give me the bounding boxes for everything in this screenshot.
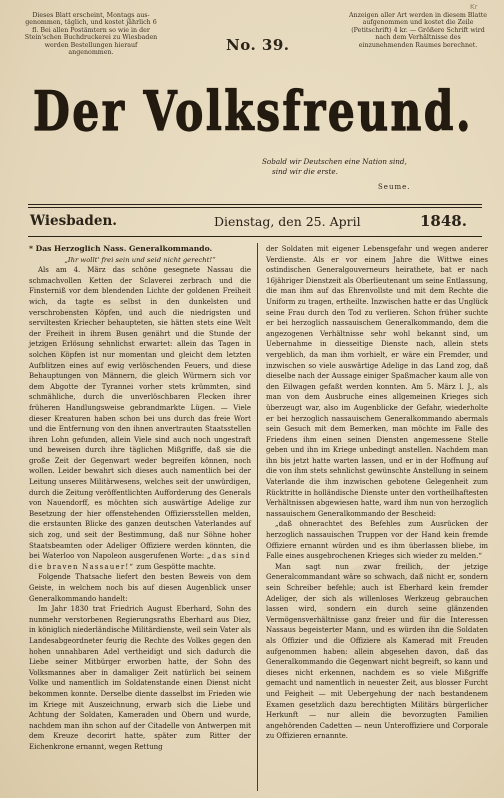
pencil-mark: Kr: [470, 3, 478, 11]
issue-number: No. 39.: [226, 36, 290, 54]
subscription-notice: Dieses Blatt erscheint, Montags aus-genommen, täglich, und kostet jährlich 6 fl. Bei allen Postämtern so wie in der Stein'schen Buchdruckerei zu Wiesbaden werden Bestellungen hierauf angenommen.: [24, 12, 158, 57]
motto: [262, 157, 407, 177]
column-divider: [257, 243, 258, 791]
motto-author: Seume.: [378, 183, 411, 191]
header-rule: [28, 204, 482, 205]
article-headline: * Das Herzoglich Nass. Generalkommando.: [29, 244, 213, 253]
advertising-notice: Anzeigen aller Art werden in diesem Blatte aufgenommen und kostet die Zeile (Petitschrift) 4 kr. — Größere Schrift wird nach dem Verhältnisse des einzunehmenden Raumes berechnet.: [349, 12, 487, 49]
article-paragraph: [29, 265, 251, 572]
paragraph-text: Als am 4. März das schöne gesegnete Nassau die schmachvollen Ketten der Sclaverei zerbrach und die Finsterniß vor dem blendenden Lichte der goldenen Freiheit wich, da tagte es selbst in den dunkelsten und verschrobensten Köpfen, und auch die niedrigsten und serviltesten Kriecher behaupteten, sie hätten stets eine Welt der Freiheit in ihrem Busen genährt und die Stunde der jetzigen Erlösung sehnlichst erwartet: allein das Tagen in solchen Köpfen ist nur momentan und gleicht dem letzten Aufblitzen eines auf ewig verlöschenden Feuers, und diese Behauptungen von Männern, die gleich Würmern sich vor dem Abgotte der Tyrannei vorher stets krümmten, sind schmähliche, durch die unverlöschbaren Flecken ihrer früheren Handlungsweise gebrandmarkte Lügen. — Viele dieser Kreaturen haben schon bei uns durch das freie Wort und die Entfernung von den ihnen anvertrauten Staatsstellen ihren Lohn gefunden, allein Viele sind auch noch ungestraft und beweisen durch ihre täglichen Mißgriffe, daß sie die große Zeit der Gegenwart weder begreifen können, noch wollen. Leider bewahrt sich dieses auch namentlich bei der Leitung unseres Militärwesens, welches seit der unwürdigen, durch die Zeitung veröffentlichten Aufforderung des Generals von Nauendorff, es möchten sich auswärtige Adelige zur Besetzung der hier offenstehenden Offiziersstellen melden, die erstaunten Blicke des ganzen deutschen Vaterlandes auf sich zog, und seit der Bestimmung, daß nur Söhne hoher Staatsbeamten oder Adeliger Offiziere werden könnten, die bei Waterloo von Napoleon ausgerufenen Worte:: [29, 266, 251, 561]
dateline-date: Dienstag, den 25. April: [214, 214, 361, 229]
article-epigraph: „Ihr wollt' frei sein und seid nicht gerecht!“: [64, 255, 216, 264]
dateline-rule: [28, 236, 482, 237]
dateline-city: Wiesbaden.: [30, 213, 117, 229]
article-column-right: [266, 244, 488, 742]
article-paragraph: Im Jahr 1830 trat Friedrich August Eberhard, Sohn des nunmehr verstorbenen Regierungsraths Eberhard aus Diez, in königlich niederländische Militärdienste, weil sein Vater als Landesabgeordneter feurig die Rechte des Volkes gegen den hohen unnahbaren Adel vertheidigt und sich dadurch die Liebe seiner Mitbürger erworben hatte, der Sohn des Volksmannes aber in damaliger Zeit natürlich bei seinem Volke und namentlich im Soldatenstande einen Dienst nicht bekommen konnte. Derselbe diente dasselbst im Frieden wie im Kriege mit Auszeichnung, erwarb sich die Liebe und Achtung der Soldaten, Kameraden und Obern und wurde, nachdem man ihn schon auf der Citadelle von Antwerpen mit dem Kreuze decorirt hatte, später zum Ritter der Eichenkrone ernannt, wegen Rettung: [29, 605, 251, 751]
paragraph-text: zum Gespötte machte.: [136, 562, 216, 571]
command-reply-quote: „daß ohnerachtet des Befehles zum Ausrücken der herzoglich nassauischen Truppen vor der Hand kein fremde Offiziere ernannt würden und es ihm überlassen bliebe, im Falle eines ausgebrochenen Krieges sich wieder zu melden.“: [266, 520, 488, 561]
header-rule-thin: [28, 207, 482, 208]
nameplate: [30, 82, 476, 140]
article-paragraph: der Soldaten mit eigener Lebensgefahr und wegen anderer Verdienste. Als er vor einem Jahre die Wittwe eines ostindischen Generalgouverneurs heirathete, bat er nach 16jähriger Dienstzeit als Oberlieutenant um seine Entlassung, die man ihm auf das Ehrenvollste und mit dem Rechte die Uniform zu tragen, ertheilte. Inzwischen hatte er das Unglück seine Frau durch den Tod zu verlieren. Schon früher suchte er bei herzoglich nassauischem Generalkommando, dem die angezogenen Verhältnisse sehr wohl bekannt sind, um Uebernahme in diesseitige Dienste nach, allein stets vergeblich, da man ihm vorhielt, er wäre ein Fremder, und inzwischen so viele auswärtige Adelige in das Land zog, daß dieselbe nach der Aussage einiger Spaßmacher kaum alle von den Eilwagen gefaßt werden konnten. Am 5. März l. J., als man von dem Ausbruche eines allgemeinen Krieges sich überzeugt war, also im Augenblicke der Gefahr, wiederholte er bei herzoglich nassauischem Generalkommando abermals sein Gesuch mit dem Bemerken, man möchte im Falle des Friedens ihm einen seinen Diensten angemessene Stelle geben und ihn im Kriege unbedingt anstellen. Nachdem man ihn bis jetzt hatte warten lassen, und er in der Hoffnung auf die von ihm stets sehnlichst gewünschte Anstellung in seinem Vaterlande die ihm inzwischen gebotene Gelegenheit zum Rücktritte in holländische Dienste unter den vortheilhaftesten Verhältnissen abgewiesen hatte, ward ihm nun von herzoglich nassauischem Generalkommando der Bescheid:: [266, 245, 488, 518]
article-paragraph: Man sagt nun zwar freilich, der jetzige Generalcommandant wäre so schwach, daß nicht er, sondern sein Schreiber befehle; auch ist Eberhard kein fremder Adeliger, der sich als willenloses Werkzeug gebrauchen lassen wird, sondern ein durch seine glänzenden Vermögensverhältnisse ganz freier und für die Interessen Nassaus begeisterter Mann, und es würden ihn die Soldaten als Offizier und die Offiziere als Kamerad mit Freuden aufgenommen haben: allein abgesehen davon, daß das Generalkommando die Gegenwart nicht begreift, so kann und dieses nicht erkennen, nachdem es so viele Mißgriffe gemacht und namentlich in neuester Zeit, aus blosser Furcht und Feigheit — mit Uebergehung der nach bestandenem Examen gesetzlich dazu berechtigten Militärs bürgerlicher Herkunft — nur allein die bevorzugten Familien angehörenden Cadetten — neun Unteroffiziere und Corporale zu Offizieren ernannte.: [266, 562, 488, 741]
napoleon-quote: „das sind die braven Nassauer!“: [29, 552, 252, 571]
masthead-title: Der Volksfreund.: [33, 82, 473, 140]
dateline: [28, 211, 482, 231]
article-column-left: [29, 244, 251, 753]
dateline-year: 1848.: [420, 212, 467, 230]
article-paragraph: Folgende Thatsache liefert den besten Beweis von dem Geiste, in welchem noch bis auf diesen Augenblick unser Generalkommando handelt:: [29, 573, 251, 603]
nameplate-blackletter: [30, 82, 476, 140]
motto-line-2: sind wir die erste.: [272, 167, 338, 176]
motto-line-1: Sobald wir Deutschen eine Nation sind,: [262, 157, 407, 166]
